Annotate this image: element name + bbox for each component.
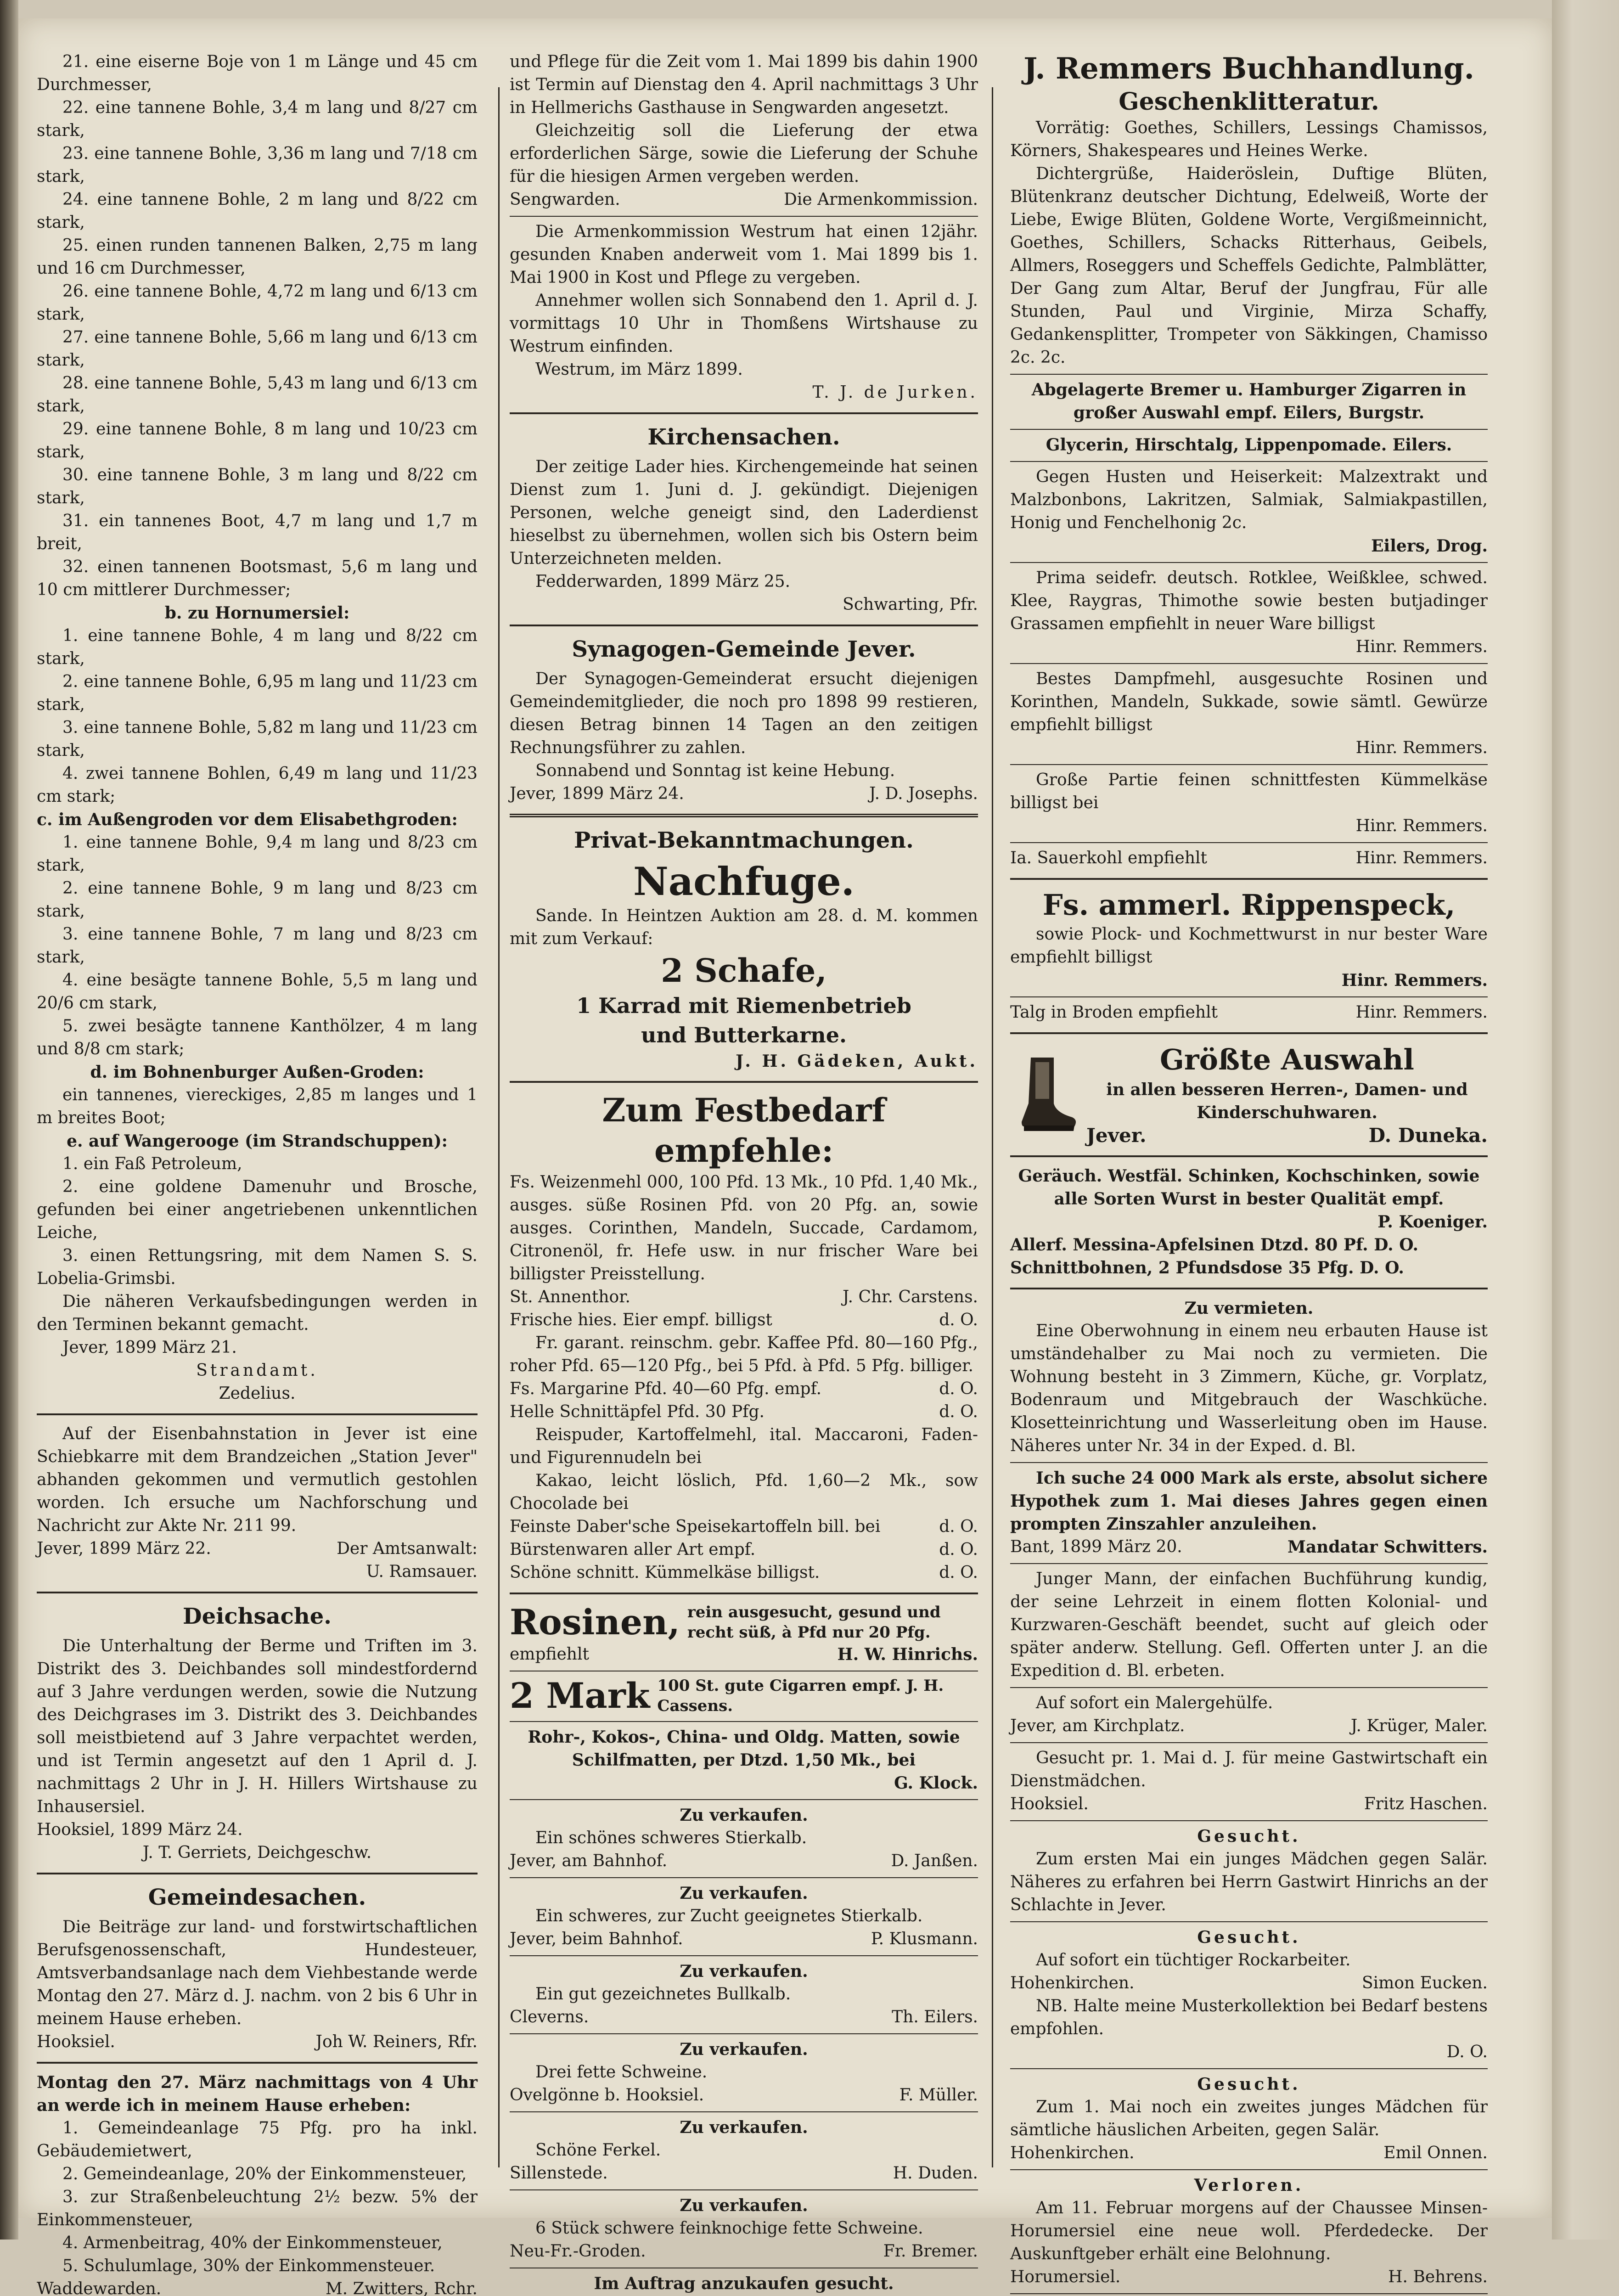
signature: Joh W. Reiners, Rfr. [315,2032,478,2051]
signature: H. Behrens. [1388,2268,1488,2286]
ad-text: Sande. In Heintzen Auktion am 28. d. M. kommen mit zum Verkauf: [510,906,978,948]
signature: P. Koeniger. [1377,1212,1488,1232]
list-item: 3. eine tannene Bohle, 7 m lang und 8/23 cm stark, [37,925,478,967]
divider [1010,1032,1488,1034]
ad-item: Helle Schnittäpfel Pfd. 30 Pfg. [510,1402,765,1421]
list-item: ein tannenes, viereckiges, 2,85 m langes und 1 m breites Boot; [37,1086,478,1127]
list-item: 26. eine tannene Bohle, 4,72 m lang und 6/13 cm stark, [37,282,478,324]
ad-title: Gesucht. [1197,1827,1301,1846]
ad-title: Zu verkaufen. [680,1962,808,1981]
book-spine [0,0,18,2240]
ad-highlight: 1 Karrad mit Riemenbetrieb [576,993,911,1018]
signature: Hinr. Remmers. [1341,971,1488,990]
ad-footer [1010,1715,1488,1738]
ad-highlight: und Butterkarne. [641,1023,847,1047]
ad-title: Zu verkaufen. [680,1884,808,1903]
ditto: d. O. [939,1517,978,1536]
list-item: 29. eine tannene Bohle, 8 m lang und 10/23 cm stark, [37,420,478,461]
newspaper-page [18,18,1552,2296]
signature: D. Duneka. [1368,1124,1488,1147]
duneka-ad [1010,1041,1488,1147]
notice-text: Die Armenkommission Westrum hat einen 12jähr. gesunden Knaben anderweit vom 1. Mai 1899 bis 1. Mai 1900 in Kost und Pflege zu vergeben. [510,222,978,287]
notice-footer [510,782,978,805]
divider [1010,374,1488,375]
divider [510,1799,978,1800]
ad-footer [510,1643,978,1666]
signature: Hinr. Remmers. [1355,849,1488,867]
ad-footer [510,2006,978,2029]
auftrag-ad [510,2272,978,2296]
divider [37,2062,478,2064]
ad-highlight: 2 Schafe, [661,951,827,990]
place: Hooksiel. [1010,1795,1089,1813]
ad-text: Bestes Dampfmehl, ausgesuchte Rosinen und Korinthen, Mandeln, Sukkade, sowie sämtl. Gewürze empfiehlt billigst [1010,670,1488,734]
divider [1010,1687,1488,1688]
place: Hohenkirchen. [1010,1974,1135,1992]
ad-item: Fs. Margarine Pfd. 40—60 Pfg. empf. [510,1379,822,1398]
list-item: 30. eine tannene Bohle, 3 m lang und 8/22 cm stark, [37,466,478,507]
divider [1010,429,1488,430]
divider [510,412,978,414]
list-item: 32. einen tannenen Bootsmast, 5,6 m lang und 10 cm mittlerer Durchmesser; [37,557,478,599]
ad-line [1010,847,1488,870]
ad-text: Fs. Weizenmehl 000, 100 Pfd. 13 Mk., 10 Pfd. 1,40 Mk., ausges. süße Rosinen Pfd. von 20 Pfg. an, sowie ausges. Corinthen, Mandeln, Succade, Cardamom, Citronenöl, fr. Hefe usw. in nur frischer Ware bei billigster Preisstellung. [510,1173,978,1283]
signature: F. Müller. [899,2086,978,2105]
divider [510,1877,978,1878]
divider [1010,562,1488,563]
ad-footer [1010,2266,1488,2289]
signature: J. D. Josephs. [869,784,978,803]
signature: Hinr. Remmers. [1355,1003,1488,1022]
ad-item: Fr. garant. reinschm. gebr. Kaffee Pfd. 80—160 Pfg., roher Pfd. 65—120 Pfg., bei 5 Pfd. à Pfd. 5 Pfg. billiger. [510,1334,978,1375]
strandamt-list [37,51,478,1405]
notice-text: Montag den 27. März nachmittags von 4 Uhr an werde ich in meinem Hause erheben: [37,2073,478,2115]
divider [510,216,978,217]
matten-ad [510,1726,978,1795]
divider [1010,1921,1488,1922]
place: Neu-Fr.-Groden. [510,2242,646,2261]
place: Sillenstede. [510,2164,608,2183]
divider [1010,878,1488,880]
verkauf-ad [510,1882,978,1951]
signature: J. Chr. Carstens. [843,1288,978,1306]
list-item: 1. Gemeindeanlage 75 Pfg. pro ha inkl. Gebäudemietwert, [37,2119,478,2161]
ad-text: Zum ersten Mai ein junges Mädchen gegen Salär. Näheres zu erfahren bei Herrn Gastwirt Hinrichs an der Schlachte in Jever. [1010,1850,1488,1914]
list-item: 2. eine goldene Damenuhr und Brosche, gefunden bei einer angetriebenen unkenntlichen Leiche, [37,1177,478,1242]
ad-text: Geräuch. Westfäl. Schinken, Kochschinken, sowie alle Sorten Wurst in bester Qualität empf. [1018,1166,1480,1209]
ad-text: Glycerin, Hirschtalg, Lippenpomade. Eilers. [1046,435,1452,455]
ad-subtitle: Geschenklitteratur. [1119,88,1379,116]
ad-text: 100 St. gute Cigarren empf. J. H. Cassens. [657,1677,944,1715]
column-3 [1010,51,1488,2296]
office-name: Der Amtsanwalt: [337,1539,478,1558]
ad-title: Zu verkaufen. [680,2040,808,2059]
closing-text: Die näheren Verkaufsbedingungen werden in den Terminen bekannt gemacht. [37,1292,478,1334]
signature: D. O. [1446,2043,1488,2061]
column-rule [992,87,993,2167]
signature: G. Klock. [894,1773,978,1793]
divider [1010,1563,1488,1564]
notice-text: Die Beiträge zur land- und forstwirtschaftlichen Berufsgenossenschaft, Hundesteuer, Amtsverbandsanlage nach dem Viehbestande werde Montag den 27. März d. J. nachm. von 2 bis 6 Uhr in meinem Hause erheben. [37,1918,478,2028]
ad-text: Schnittbohnen, 2 Pfundsdose 35 Pfg. D. O. [1010,1258,1404,1277]
divider [1010,2068,1488,2069]
place-date: Jever, 1899 März 22. [37,1539,211,1558]
notice-text: Sonnabend und Sonntag ist keine Hebung. [535,761,895,780]
divider [1010,996,1488,997]
signature: Zedelius. [219,1384,296,1403]
divider [1010,842,1488,843]
ad-item: Reispuder, Kartoffelmehl, ital. Maccaroni, Faden- und Figurennudeln bei [510,1425,978,1467]
list-item: 2. eine tannene Bohle, 6,95 m lang und 11/23 cm stark, [37,672,478,714]
signature: Hinr. Remmers. [1355,637,1488,656]
ad-line [510,1401,978,1424]
column-2 [510,51,978,2296]
list-item: 1. eine tannene Bohle, 9,4 m lang und 8/23 cm stark, [37,833,478,875]
notice-text: Der zeitige Lader hies. Kirchengemeinde hat seinen Dienst zum 1. Juni d. J. gekündigt. Diejenigen Personen, welche geneigt sind, den Laderdienst hieselbst zu übernehmen, wollen sich bis Ostern beim Unterzeichneten melden. [510,457,978,568]
ad-text: in allen besseren Herren-, Damen- und Kinderschuhwaren. [1106,1080,1468,1122]
ad-text: Rohr-, Kokos-, China- und Oldg. Matten, sowie Schilfmatten, per Dtzd. 1,50 Mk., bei [528,1728,960,1770]
section-heading: c. im Außengroden vor dem Elisabethgroden: [37,810,458,829]
place: Jever, am Bahnhof. [510,1851,668,1870]
list-item: 24. eine tannene Bohle, 2 m lang und 8/22 cm stark, [37,190,478,232]
ad-footer [1010,1536,1488,1559]
ad-body [1086,1041,1488,1147]
signature: H. Duden. [893,2164,978,2183]
ad-text: Junger Mann, der einfachen Buchführung kundig, der seine Lehrzeit in einem flotten Kolonial- und Kurzwaren-Geschäft beendet, sucht auf gleich oder später anderw. Stellung. Gefl. Offerten unter J. an die Expedition d. Bl. erbeten. [1010,1570,1488,1680]
privat-heading: Privat-Bekanntmachungen. [574,827,914,853]
ad-title: Im Auftrag anzukaufen gesucht. [594,2274,894,2293]
signature: H. W. Hinrichs. [837,1645,978,1664]
boot-icon [1010,1053,1079,1136]
verkauf-ad [510,1960,978,2029]
remmers-ad [1010,51,1488,369]
ad-title: Fs. ammerl. Rippenspeck, [1042,888,1456,922]
section-title: Kirchensachen. [647,424,840,450]
vermieten-ad [1010,1297,1488,1458]
place-date: Jever, 1899 März 24. [510,784,684,803]
ad-text [510,2295,978,2296]
divider [1010,461,1488,462]
ad-text: Zum 1. Mai noch ein zweites junges Mädchen für sämtliche häuslichen Arbeiten, gegen Salär. [1010,2098,1488,2139]
place-date: Jever, 1899 März 21. [62,1338,237,1357]
place: Hohenkirchen. [1010,2144,1135,2162]
ad-title: Zu verkaufen. [680,2118,808,2137]
notice-text: Die Unterhaltung der Berme und Triften im 3. Distrikt des 3. Deichbandes soll mindestfordernd auf 3 Jahre verdungen werden, sowie die Nutzung des Deichgrases im 3. Distrikt des 3. Deichbandes soll meistbietend auf 3 Jahre verpachtet werden, und ist Termin angesetzt auf den 1 April d. J. nachmittags 2 Uhr in J. H. Hillers Wirtshause zu Inhausersiel. [37,1637,478,1816]
page-edge [1552,0,1619,2240]
list-item: 2. Gemeindeanlage, 20% der Einkommensteuer, [62,2165,467,2183]
signature: Die Armenkommission. [784,190,978,209]
ad-text: Auf sofort ein tüchtiger Rockarbeiter. [1036,1951,1351,1970]
karre-notice [37,1423,478,1583]
ad-title: Gesucht. [1197,2075,1301,2094]
list-item: 21. eine eiserne Boje von 1 m Länge und 45 cm Durchmesser, [37,52,478,94]
ditto: d. O. [939,1540,978,1559]
ad-item: Bürstenwaren aller Art empf. [510,1540,756,1559]
notice-text: Gleichzeitig soll die Lieferung der etwa erforderlichen Särge, sowie die Lieferung der Schuhe für die hiesigen Armen vergeben werden. [510,121,978,186]
ditto: d. O. [939,1379,978,1398]
signature: J. T. Gerriets, Deichgeschw. [142,1843,372,1862]
divider [510,814,978,817]
ad-title: Nachfuge. [633,859,855,904]
place-date: Fedderwarden, 1899 März 25. [535,572,791,591]
signature: Hinr. Remmers. [1355,816,1488,835]
ad-line [510,1378,978,1401]
divider [1010,1820,1488,1821]
place: Ovelgönne b. Hooksiel. [510,2086,704,2105]
ad-footer [510,1928,978,1951]
ad-text: Große Partie feinen schnittfesten Kümmelkäse billigst bei [1010,771,1488,812]
section-heading: b. zu Hornumersiel: [164,603,350,623]
ad-row [510,1602,978,1643]
signature: Emil Onnen. [1383,2144,1488,2162]
signature: J. Krüger, Maler. [1350,1716,1488,1735]
column-1 [37,51,478,2296]
divider [1010,1742,1488,1743]
list-item: 25. einen runden tannenen Balken, 2,75 m lang und 16 cm Durchmesser, [37,236,478,278]
list-item: 3. einen Rettungsring, mit dem Namen S. S. Lobelia-Grimsbi. [37,1246,478,1288]
list-item: 4. Armenbeitrag, 40% der Einkommensteuer, [62,2234,443,2252]
ad-text: Dichtergrüße, Haideröslein, Duftige Blüten, Blütenkranz deutscher Dichtung, Edelweiß, Worte der Liebe, Ewige Blüten, Goldene Worte, Vergißmeinnicht, Goethes, Schillers, Schacks Ritterhaus, Geibels, Allmers, Roseggers und Scheffels Gedichte, Palmblätter, Der Gang zum Altar, Beruf der Jungfrau, Für alle Stunden, Paul und Virginie, Mirza Schaffy, Gedankensplitter, Trompeter von Säkkingen, Chamisso 2c. 2c. [1010,164,1488,367]
hypothek-ad [1010,1467,1488,1559]
ad-text: NB. Halte meine Musterkollektion bei Bedarf bestens empfohlen. [1010,1997,1488,2038]
place: Jever. [1086,1124,1147,1147]
signature: U. Ramsauer. [366,1562,478,1581]
list-item: 4. zwei tannene Bohlen, 6,49 m lang und 11/23 cm stark; [37,764,478,806]
ad-row [1010,1041,1488,1147]
ad-text: Drei fette Schweine. [535,2063,708,2082]
ad-item: Feinste Daber'sche Speisekartoffeln bill. bei [510,1517,881,1536]
verkauf-ad [510,2038,978,2107]
place: Horumersiel. [1010,2268,1121,2286]
ad-title: Zu verkaufen. [680,2196,808,2215]
ad-title: Verloren. [1194,2176,1304,2195]
place: Jever, beim Bahnhof. [510,1930,683,1948]
place: Jever, am Kirchplatz. [1010,1716,1185,1735]
ad-title: Zu verkaufen. [680,1806,808,1825]
ad-title: Rosinen, [510,1602,680,1643]
divider [1010,663,1488,664]
divider [1010,1155,1488,1157]
list-item: 31. ein tannenes Boot, 4,7 m lang und 1,7 m breit, [37,512,478,553]
divider [37,1592,478,1593]
ad-footer [1086,1124,1488,1147]
section-title: Synagogen-Gemeinde Jever. [572,636,916,662]
ad-text: sowie Plock- und Kochmettwurst in nur bester Ware empfiehlt billigst [1010,925,1488,967]
ad-line [510,1538,978,1561]
ad-text: Gegen Husten und Heiserkeit: Malzextrakt und Malzbonbons, Lakritzen, Salmiak, Salmiakpastillen, Honig und Fenchelhonig 2c. [1010,467,1488,532]
list-item: 1. ein Faß Petroleum, [62,1154,242,1173]
divider [37,1873,478,1874]
ad-text: Ein schönes schweres Stierkalb. [535,1829,807,1847]
divider [510,2189,978,2190]
ad-line [510,1515,978,1538]
ad-text: Eine Oberwohnung in einem neu erbauten Hause ist umständehalber zu Mai noch zu vermieten. Die Wohnung besteht in 3 Zimmern, Küche, gr. Vorplatz, Bodenraum und Mitgebrauch der Waschküche. Klosetteinrichtung und Wasserleitung oben im Hause. Näheres unter Nr. 34 in der Exped. d. Bl. [1010,1322,1488,1455]
armen-notice-continued [510,51,978,211]
notice-footer [37,2031,478,2054]
ad-footer [1010,1793,1488,1816]
signature: Mandatar Schwitters. [1287,1537,1488,1557]
list-item: 3. zur Straßenbeleuchtung 2½ bezw. 5% der Einkommensteuer, [37,2188,478,2229]
notice-text: und Pflege für die Zeit vom 1. Mai 1899 bis dahin 1900 ist Termin auf Dienstag den 4. April nachmittags 3 Uhr in Hellmerichs Gasthause in Sengwarden angesetzt. [510,52,978,117]
notice-footer [37,1537,478,1560]
notice-footer [510,188,978,211]
list-item: 2. eine tannene Bohle, 9 m lang und 8/23 cm stark, [37,879,478,921]
signature: Schwarting, Pfr. [843,595,978,614]
ad-text: Talg in Broden empfiehlt [1010,1003,1218,1022]
ad-text: Am 11. Februar morgens auf der Chaussee Minsen-Horumersiel eine neue woll. Pferdedecke. Der Auskunftgeber erhält eine Belohnung. [1010,2199,1488,2263]
ad-title: Zu vermieten. [1184,1299,1314,1318]
signature: P. Klusmann. [871,1930,978,1948]
signature: M. Zwitters, Rchr. [325,2279,478,2296]
list-item: 5. Schulumlage, 30% der Einkommensteuer. [62,2257,435,2275]
ad-text: Ein gut gezeichnetes Bullkalb. [535,1985,791,2003]
place: Cleverns. [510,2008,589,2026]
place: St. Annenthor. [510,1288,630,1306]
deich-notice [37,1601,478,1864]
ad-title: J. Remmers Buchhandlung. [1023,51,1474,86]
signature: J. H. Gädeken, Aukt. [736,1052,978,1071]
ad-text: Gesucht pr. 1. Mai d. J. für meine Gastwirtschaft ein Dienstmädchen. [1010,1749,1488,1790]
divider [510,625,978,626]
ad-text: Schöne Ferkel. [535,2141,661,2160]
signature: Th. Eilers. [892,2008,978,2026]
ad-text: Abgelagerte Bremer u. Hamburger Zigarren in großer Auswahl empf. Eilers, Burgstr. [1031,380,1467,422]
signature: Eilers, Drog. [1371,536,1488,556]
montag-notice [37,2071,478,2296]
ad-text: Ich suche 24 000 Mark als erste, absolut sichere Hypothek zum 1. Mai dieses Jahres gegen einen prompten Zinszahler anzuleihen. [1010,1469,1488,1534]
ad-item: Kakao, leicht löslich, Pfd. 1,60—2 Mk., sow Chocolade bei [510,1471,978,1513]
ad-footer [510,2162,978,2185]
ad-text: Ein schweres, zur Zucht geeignetes Stierkalb. [535,1907,923,1925]
verkauf-ad [510,2194,978,2263]
ad-line [510,1561,978,1584]
ad-text: Vorrätig: Goethes, Schillers, Lessings Chamissos, Körners, Shakespeares und Heines Werke. [1010,118,1488,160]
ad-line [510,1309,978,1332]
ad-title: Zum Festbedarf empfehle: [602,1091,886,1170]
ad-footer [510,2084,978,2107]
signature: Fritz Haschen. [1364,1795,1488,1813]
list-item: 23. eine tannene Bohle, 3,36 m lang und 7/18 cm stark, [37,144,478,186]
signature: Fr. Bremer. [883,2242,978,2261]
ad-footer [510,1850,978,1873]
list-item: 28. eine tannene Bohle, 5,43 m lang und 6/13 cm stark, [37,374,478,416]
divider [1010,1462,1488,1463]
ad-title: Größte Auswahl [1159,1043,1414,1076]
place: Sengwarden. [510,190,620,209]
divider [1010,1288,1488,1289]
signature: T. J. de Jurken. [812,383,978,402]
divider [1010,2293,1488,2294]
ad-footer [510,2240,978,2263]
cigarren-ad [510,1675,978,1716]
signature: Hinr. Remmers. [1355,738,1488,757]
column-rule [498,87,500,2167]
list-item: 5. zwei besägte tannene Kanthölzer, 4 m lang und 8/8 cm stark; [37,1017,478,1058]
section-heading: e. auf Wangerooge (im Strandschuppen): [67,1131,448,1151]
office-name: Strandamt. [196,1361,318,1380]
ad-row [510,1675,978,1716]
rippenspeck-ad [1010,887,1488,992]
nachfuge-ad [510,859,978,1073]
rosinen-ad [510,1602,978,1666]
ad-footer [1010,2142,1488,2165]
section-title: Gemeindesachen. [148,1885,366,1910]
place-date: Hooksiel, 1899 März 24. [37,1820,243,1839]
ad-footer [510,1286,978,1309]
signature: D. Janßen. [891,1851,978,1870]
ditto: d. O. [939,1402,978,1421]
place: Waddewarden. [37,2279,162,2296]
divider [1010,764,1488,765]
ditto: d. O. [939,1563,978,1582]
ditto: d. O. [939,1311,978,1329]
section-title: Deichsache. [182,1604,332,1629]
list-item: 27. eine tannene Bohle, 5,66 m lang und 6/13 cm stark, [37,328,478,370]
divider [510,1593,978,1594]
divider [1010,2169,1488,2170]
signature: Simon Eucken. [1362,1974,1488,1992]
synagogen-notice [510,634,978,805]
ad-title: Gesucht. [1197,1928,1301,1947]
divider [510,1721,978,1722]
ad-line [1010,1001,1488,1024]
notice-text: Auf der Eisenbahnstation in Jever ist eine Schiebkarre mit dem Brandzeichen „Station Jever" abhanden gekommen und vermutlich gestohlen worden. Ich ersuche um Nachforschung und Nachricht zur Akte Nr. 211 99. [37,1424,478,1535]
list-item: 1. eine tannene Bohle, 4 m lang und 8/22 cm stark, [37,626,478,668]
divider [510,2033,978,2034]
list-item: 22. eine tannene Bohle, 3,4 m lang und 8/27 cm stark, [37,98,478,140]
ad-text: Prima seidefr. deutsch. Rotklee, Weißklee, schwed. Klee, Raygras, Thimothe sowie besten butjadinger Grassamen empfiehlt in neuer Ware billigst [1010,568,1488,633]
place-date: Westrum, im März 1899. [535,360,743,379]
festbedarf-ad [510,1090,978,1584]
divider [37,1413,478,1415]
ad-text: 6 Stück schwere feinknochige fette Schweine. [535,2219,923,2238]
verkauf-ad [510,1804,978,1873]
list-item: 4. eine besägte tannene Bohle, 5,5 m lang und 20/6 cm stark, [37,971,478,1013]
ad-text: empfiehlt [510,1645,589,1664]
divider [510,1955,978,1956]
ad-item: Schöne schnitt. Kümmelkäse billigst. [510,1563,820,1582]
divider [510,2111,978,2112]
notice-text: Der Synagogen-Gemeinderat ersucht diejenigen Gemeindemitglieder, die noch pro 1898 99 restieren, diesen Betrag binnen 14 Tagen an den zeitigen Rechnungsführer zu zahlen. [510,670,978,757]
westrum-notice [510,220,978,404]
ad-footer [1010,1972,1488,1995]
ad-text: Auf sofort ein Malergehülfe. [1036,1694,1273,1712]
ad-text: Allerf. Messina-Apfelsinen Dtzd. 80 Pf. D. O. [1010,1235,1419,1255]
divider [510,1081,978,1083]
notice-text: Annehmer wollen sich Sonnabend den 1. April d. J. vormittags 10 Uhr in Thomßens Wirtshause zu Westrum einfinden. [510,291,978,356]
place: Hooksiel. [37,2032,115,2051]
notice-footer [37,2278,478,2296]
place-date: Bant, 1899 März 20. [1010,1537,1182,1556]
section-heading: d. im Bohnenburger Außen-Groden: [90,1063,424,1082]
kirchen-notice [510,422,978,616]
ad-text: rein ausgesucht, gesund und recht süß, à Pfd nur 20 Pfg. [687,1603,941,1642]
ad-text: Ia. Sauerkohl empfiehlt [1010,849,1207,867]
ad-item: Frische hies. Eier empf. billigst [510,1311,772,1329]
ad-title: 2 Mark [510,1675,650,1716]
list-item: 3. eine tannene Bohle, 5,82 m lang und 11/23 cm stark, [37,718,478,760]
verkauf-ad [510,2116,978,2185]
gemeinde-notice [37,1882,478,2054]
